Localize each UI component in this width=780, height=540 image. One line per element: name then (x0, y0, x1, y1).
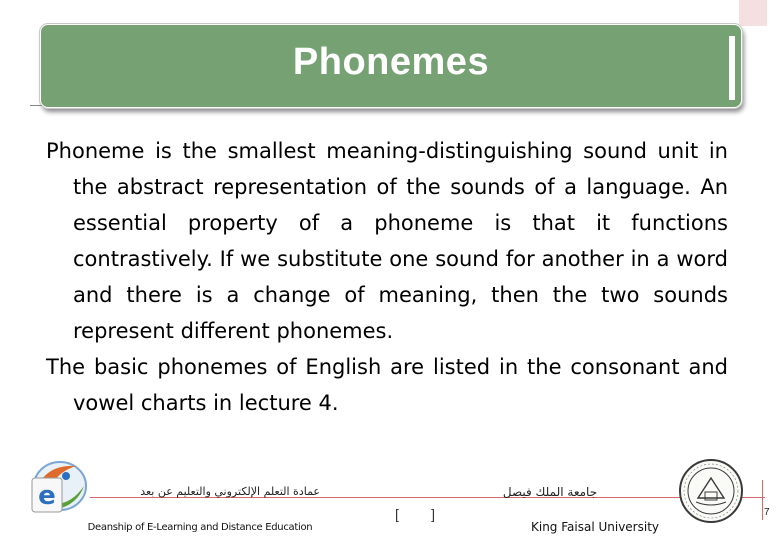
deanship-arabic: عمادة التعلم الإلكتروني والتعليم عن بعد (140, 485, 320, 498)
paragraph-basic-phonemes (46, 349, 728, 421)
university-seal-icon (678, 458, 744, 524)
bracket-left: [ (395, 506, 399, 522)
title-edge-highlight (729, 36, 735, 100)
paragraph-definition (46, 133, 728, 349)
term-phoneme: Phoneme (46, 139, 145, 163)
basic-phonemes-text: The basic phonemes of English are listed in the consonant and vowel charts in lecture 4. (46, 355, 728, 415)
corner-accent (739, 0, 767, 26)
slide-title: Phonemes (292, 40, 490, 83)
footer-right-tick (762, 480, 763, 520)
deanship-english: Deanship of E-Learning and Distance Education (87, 522, 313, 533)
svg-text:e: e (38, 481, 56, 511)
page-number: 7 (764, 507, 770, 518)
title-banner (40, 24, 742, 108)
footer-brackets (395, 506, 435, 522)
university-arabic: جامعة الملك فيصل (502, 485, 598, 499)
slide-body (46, 133, 728, 421)
left-divider-tick (30, 105, 42, 106)
definition-text: is the smallest meaning-distinguishing sound unit in the abstract representation of the sounds of a language. An essential property of a phoneme is that it functions contrastively. If we substitute one sound for another in a word and there is a change of meaning, then the two sounds represent different phonemes. (73, 139, 728, 343)
e-learning-logo-icon (26, 456, 90, 526)
university-english: King Faisal University (530, 520, 659, 534)
bracket-right: ] (431, 506, 435, 522)
